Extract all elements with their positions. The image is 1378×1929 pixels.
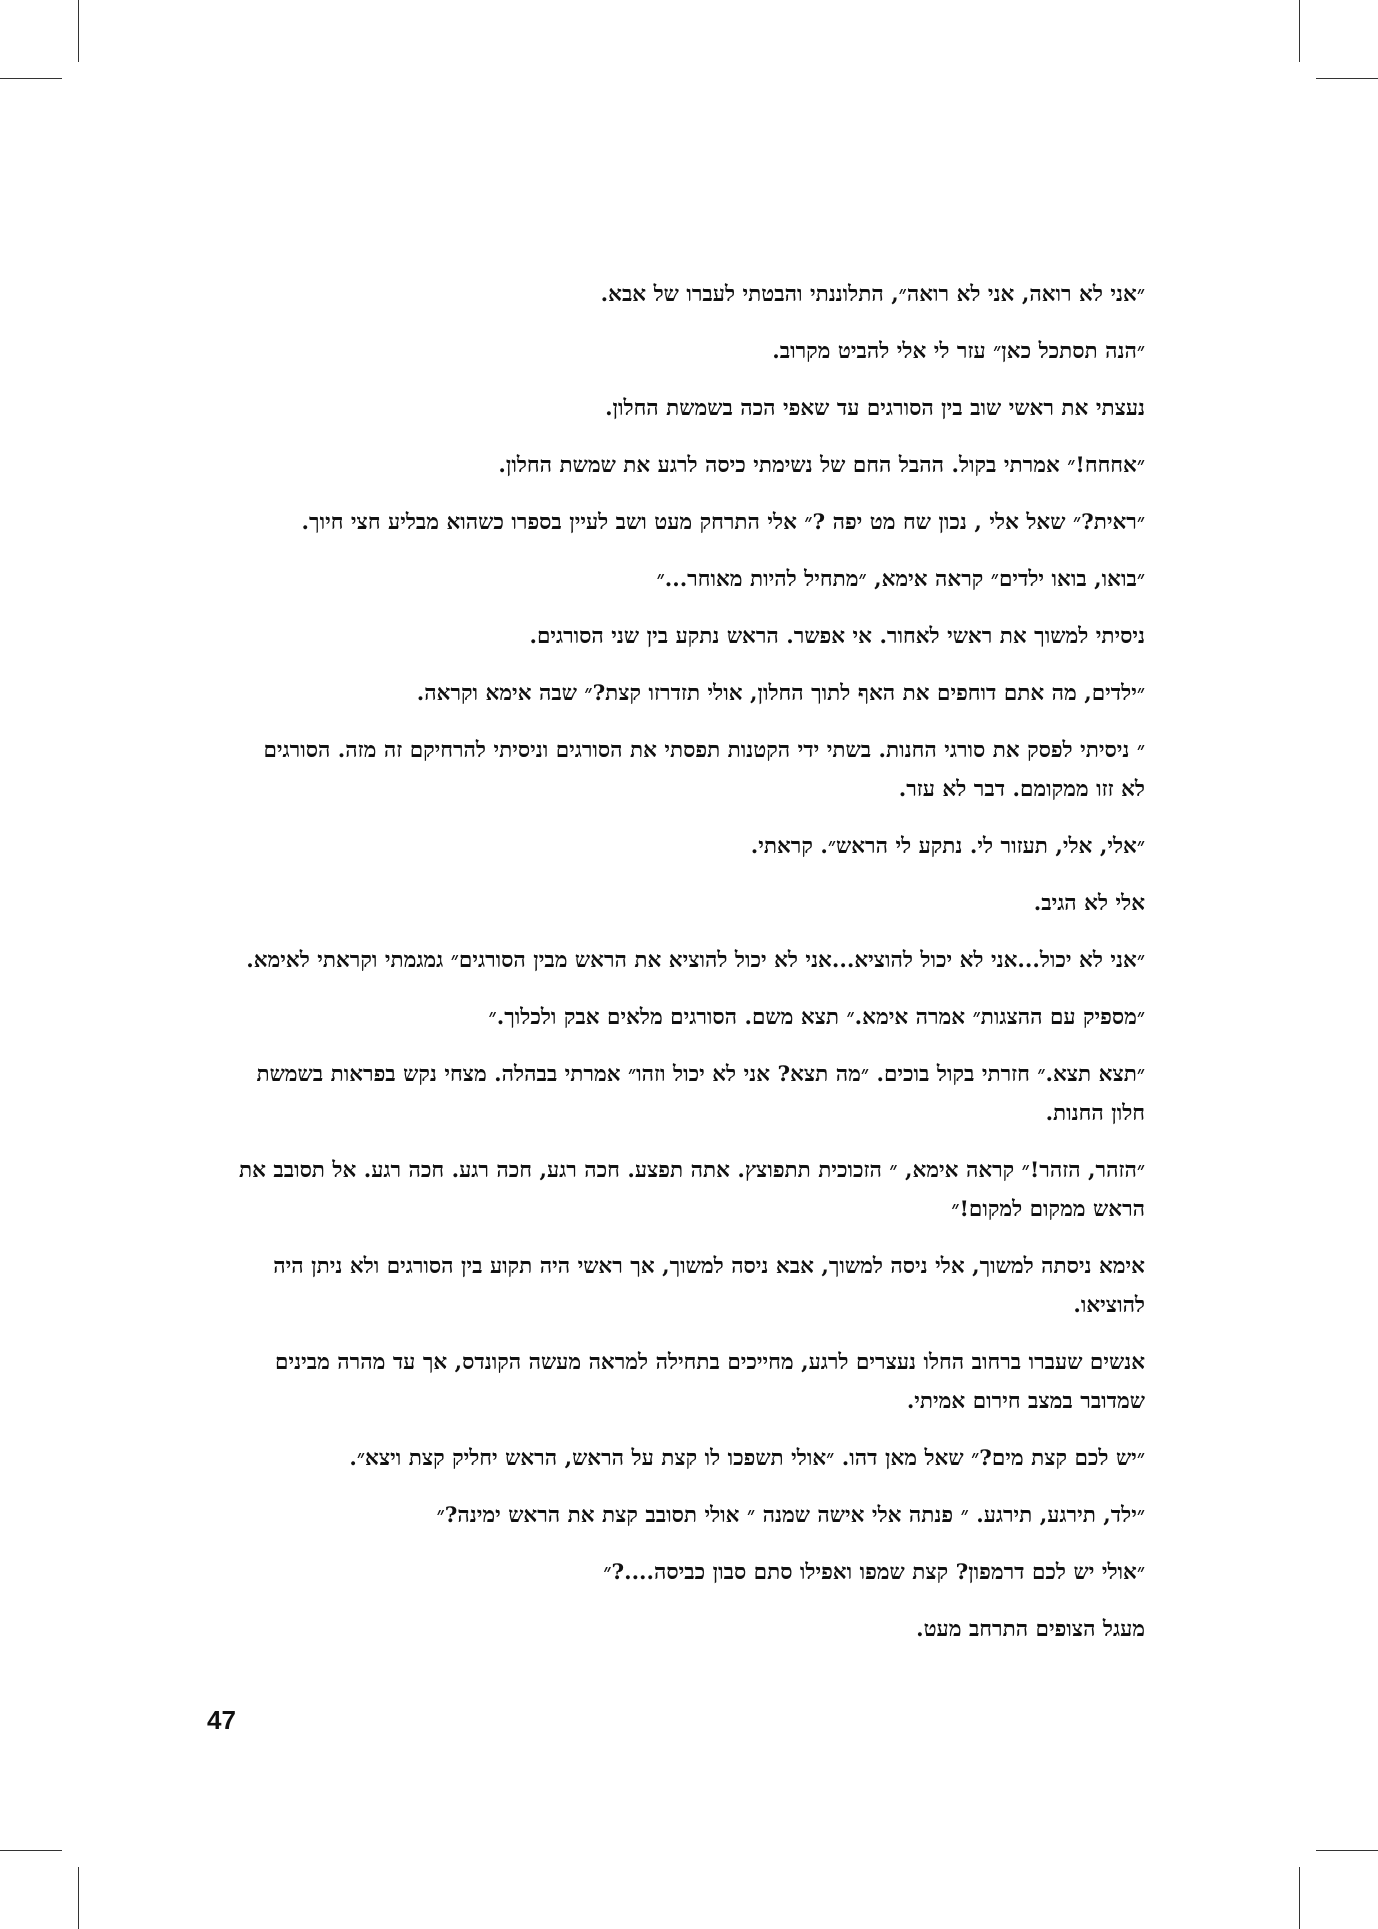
- paragraph: מעגל הצופים התרחב מעט.: [916, 1617, 1145, 1642]
- crop-mark-bottom-right: [1299, 1867, 1300, 1929]
- paragraph: ״אלי, אלי, תעזור לי. נתקע לי הראש״. קראתי.: [750, 834, 1145, 859]
- paragraph: ניסיתי למשוך את ראשי לאחור. אי אפשר. הראש נתקע בין שני הסורגים.: [529, 624, 1145, 649]
- paragraph: ״תצא תצא.״ חזרתי בקול בוכים. ״מה תצא? אני לא יכול וזהו״ אמרתי בבהלה. מצחי נקש בפראות בשמשת חלון החנות.: [256, 1062, 1145, 1126]
- paragraph: נעצתי את ראשי שוב בין הסורגים עד שאפי הכה בשמשת החלון.: [605, 396, 1145, 421]
- paragraph: ״ילדים, מה אתם דוחפים את האף לתוך החלון, אולי תזדרזו קצת?״ שבה אימא וקראה.: [416, 681, 1145, 706]
- paragraph: אימא ניסתה למשוך, אלי ניסה למשוך, אבא ניסה למשוך, אך ראשי היה תקוע בין הסורגים ולא ניתן היה להוציאו.: [273, 1254, 1145, 1318]
- page-number: 47: [207, 1705, 236, 1735]
- crop-mark-top-left: [78, 0, 79, 62]
- crop-mark-top-right-h: [1316, 78, 1378, 79]
- paragraph: ״אני לא יכול...אני לא יכול להוציא...אני לא יכול להוציא את הראש מבין הסורגים״ גמגמתי וקראתי לאימא.: [246, 948, 1145, 973]
- crop-mark-bottom-left: [78, 1867, 79, 1929]
- paragraph: ״אולי יש לכם דרמפון? קצת שמפו ואפילו סתם סבון כביסה....?״: [603, 1560, 1145, 1585]
- paragraph: ״הנה תסתכל כאן״ עזר לי אלי להביט מקרוב.: [772, 339, 1145, 364]
- paragraph: אלי לא הגיב.: [1033, 891, 1145, 916]
- body-text: [235, 275, 1145, 1667]
- paragraph: אנשים שעברו ברחוב החלו נעצרים לרגע, מחייכים בתחילה למראה מעשה הקונדס, אך עד מהרה מבינים שמדובר במצב חירום אמיתי.: [275, 1350, 1145, 1414]
- paragraph: ״אחחח!״ אמרתי בקול. ההבל החם של נשימתי כיסה לרגע את שמשת החלון.: [498, 453, 1145, 478]
- paragraph: ״הזהר, הזהר!״ קראה אימא, ״ הזכוכית תתפוצץ. אתה תפצע. חכה רגע, חכה רגע. חכה רגע. אל תסובב את הראש ממקום למקום!״: [238, 1158, 1145, 1222]
- paragraph: ״ילד, תירגע, תירגע. ״ פנתה אלי אישה שמנה ״ אולי תסובב קצת את הראש ימינה?״: [436, 1503, 1145, 1528]
- paragraph: ״אני לא רואה, אני לא רואה״, התלוננתי והבטתי לעברו של אבא.: [600, 282, 1145, 307]
- paragraph: ״יש לכם קצת מים?״ שאל מאן דהו. ״אולי תשפכו לו קצת על הראש, הראש יחליק קצת ויצא״.: [349, 1446, 1145, 1471]
- paragraph: ״ראית?״ שאל אלי , נכון שח מט יפה ?״ אלי התרחק מעט ושב לעיין בספרו כשהוא מבליע חצי חיוך.: [301, 510, 1145, 535]
- crop-mark-top-right: [1299, 0, 1300, 62]
- crop-mark-bottom-right-h: [1316, 1850, 1378, 1851]
- paragraph: ״מספיק עם ההצגות״ אמרה אימא.״ תצא משם. הסורגים מלאים אבק ולכלוך.״: [488, 1005, 1145, 1030]
- crop-mark-bottom-left-h: [0, 1850, 62, 1851]
- crop-mark-top-left-h: [0, 78, 62, 79]
- paragraph: ״ ניסיתי לפסק את סורגי החנות. בשתי ידי הקטנות תפסתי את הסורגים וניסיתי להרחיקם זה מזה. הסורגים לא זזו ממקומם. דבר לא עזר.: [263, 738, 1145, 802]
- paragraph: ״בואו, בואו ילדים״ קראה אימא, ״מתחיל להיות מאוחר...״: [656, 567, 1145, 592]
